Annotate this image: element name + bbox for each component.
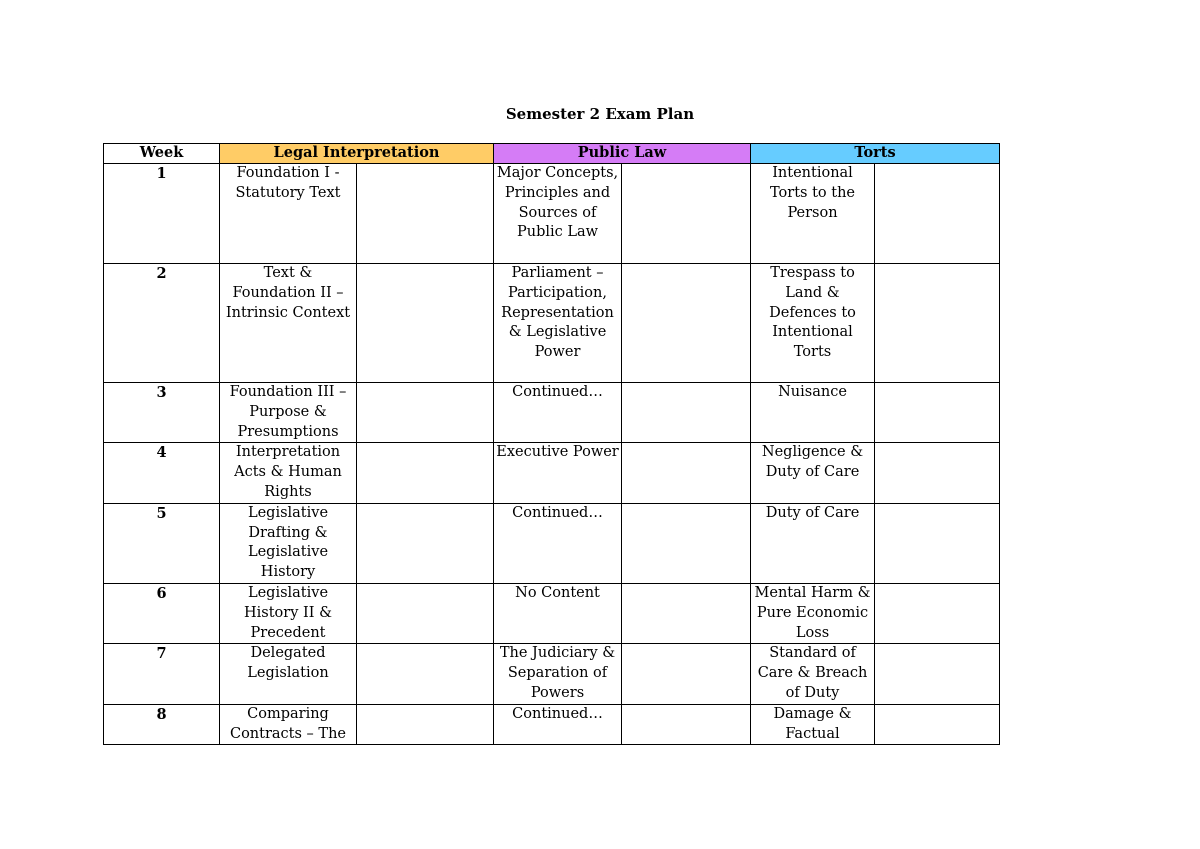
legal-topic: Interpretation Acts & Human Rights	[220, 443, 357, 503]
legal-topic: Foundation I - Statutory Text	[220, 164, 357, 264]
public-topic: Executive Power	[494, 443, 622, 503]
public-topic: Parliament – Participation, Representation & Legislative Power	[494, 264, 622, 383]
legal-topic: Comparing Contracts – The	[220, 704, 357, 745]
public-notes-cell	[622, 503, 751, 583]
header-torts: Torts	[751, 144, 1000, 164]
table-row	[104, 704, 1000, 745]
public-topic: The Judiciary & Separation of Powers	[494, 644, 622, 704]
table-row	[104, 164, 1000, 264]
torts-topic: Damage & Factual	[751, 704, 875, 745]
week-number: 3	[104, 383, 220, 443]
week-number: 8	[104, 704, 220, 745]
week-number: 2	[104, 264, 220, 383]
torts-topic: Negligence & Duty of Care	[751, 443, 875, 503]
legal-notes-cell	[357, 443, 494, 503]
legal-topic: Delegated Legislation	[220, 644, 357, 704]
public-notes-cell	[622, 443, 751, 503]
torts-topic	[751, 264, 875, 383]
torts-topic: Duty of Care	[751, 503, 875, 583]
torts-notes-cell	[875, 264, 1000, 383]
torts-topic: Mental Harm & Pure Economic Loss	[751, 583, 875, 643]
public-notes-cell	[622, 644, 751, 704]
legal-topic: Legislative Drafting & Legislative History	[220, 503, 357, 583]
page-title: Semester 2 Exam Plan	[505, 105, 695, 123]
header-week: Week	[104, 144, 220, 164]
public-topic: Continued…	[494, 503, 622, 583]
table-row	[104, 644, 1000, 704]
table-row	[104, 383, 1000, 443]
torts-notes-cell	[875, 704, 1000, 745]
legal-notes-cell	[357, 503, 494, 583]
header-row	[104, 144, 1000, 164]
week-number: 1	[104, 164, 220, 264]
torts-notes-cell	[875, 164, 1000, 264]
torts-topic: Nuisance	[751, 383, 875, 443]
public-notes-cell	[622, 264, 751, 383]
public-topic: Continued…	[494, 383, 622, 443]
week-number: 5	[104, 503, 220, 583]
legal-topic: Text & Foundation II – Intrinsic Context	[220, 264, 357, 383]
week-number: 7	[104, 644, 220, 704]
week-number: 4	[104, 443, 220, 503]
legal-notes-cell	[357, 383, 494, 443]
legal-topic: Legislative History II & Precedent	[220, 583, 357, 643]
legal-topic: Foundation III – Purpose & Presumptions	[220, 383, 357, 443]
legal-notes-cell	[357, 264, 494, 383]
torts-notes-cell	[875, 583, 1000, 643]
table-row	[104, 503, 1000, 583]
torts-topic: Standard of Care & Breach of Duty	[751, 644, 875, 704]
torts-notes-cell	[875, 443, 1000, 503]
legal-notes-cell	[357, 164, 494, 264]
table-row	[104, 443, 1000, 503]
public-notes-cell	[622, 164, 751, 264]
public-topic: Continued…	[494, 704, 622, 745]
legal-notes-cell	[357, 583, 494, 643]
header-legal-interpretation: Legal Interpretation	[220, 144, 494, 164]
public-notes-cell	[622, 583, 751, 643]
torts-notes-cell	[875, 503, 1000, 583]
header-public-law: Public Law	[494, 144, 751, 164]
torts-notes-cell	[875, 644, 1000, 704]
legal-notes-cell	[357, 644, 494, 704]
table-row	[104, 583, 1000, 643]
public-topic: Major Concepts, Principles and Sources of Public Law	[494, 164, 622, 264]
torts-topic-part: Trespass to Land & Defences to Intentional Torts	[769, 265, 856, 361]
week-number: 6	[104, 583, 220, 643]
table-row	[104, 264, 1000, 383]
public-topic: No Content	[494, 583, 622, 643]
legal-notes-cell	[357, 704, 494, 745]
public-notes-cell	[622, 383, 751, 443]
torts-notes-cell	[875, 383, 1000, 443]
torts-topic: Intentional Torts to the Person	[751, 164, 875, 264]
exam-plan-table	[103, 143, 1000, 745]
public-notes-cell	[622, 704, 751, 745]
